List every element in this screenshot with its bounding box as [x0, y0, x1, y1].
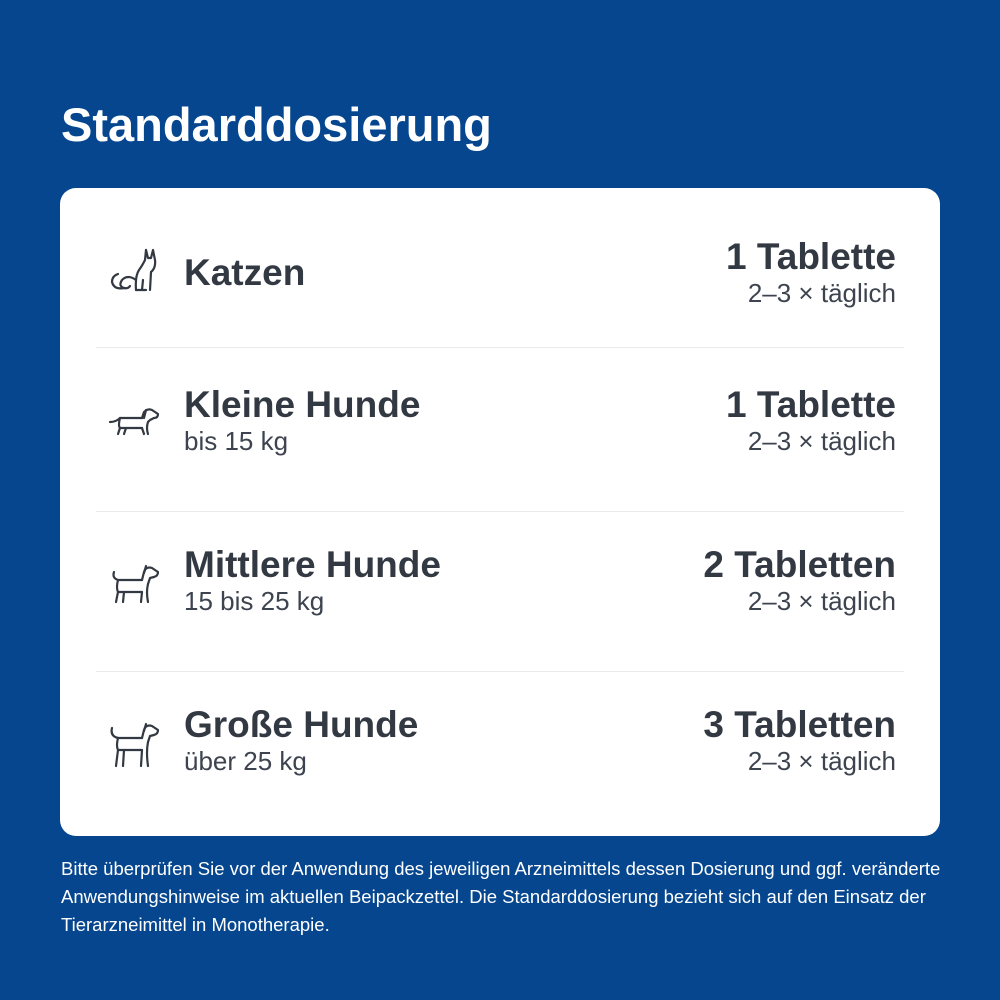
dosage-row-medium-dogs: [60, 512, 940, 672]
dose-amount: 1 Tablette: [726, 236, 896, 277]
dose-info: [703, 704, 896, 776]
dosage-card: [60, 188, 940, 836]
dosage-row-large-dogs: [60, 672, 940, 836]
dose-frequency: 2–3 × täglich: [747, 746, 896, 776]
animal-name: Katzen: [184, 252, 306, 293]
animal-label: [184, 252, 305, 294]
animal-label: [184, 384, 420, 456]
dose-amount: 3 Tabletten: [703, 704, 896, 745]
dose-frequency: 2–3 × täglich: [747, 426, 896, 456]
animal-name: Kleine Hunde: [184, 384, 421, 425]
dose-info: [726, 384, 896, 456]
dose-info: [703, 544, 896, 616]
medium-dog-icon: [106, 560, 162, 608]
animal-label: [184, 544, 441, 616]
dose-amount: 2 Tabletten: [703, 544, 896, 585]
dose-info: [726, 236, 896, 308]
animal-name: Große Hunde: [184, 704, 419, 745]
page-title: Standarddosierung: [61, 98, 492, 151]
row-divider: [96, 347, 904, 348]
animal-label: [184, 704, 418, 776]
animal-weight: bis 15 kg: [184, 426, 289, 456]
cat-icon: [106, 246, 162, 294]
disclaimer-note: Bitte überprüfen Sie vor der Anwendung des jeweiligen Arzneimittels dessen Dosierung und ggf. veränderte Anwendungshinweise im aktuellen Beipackzettel. Die Standarddosierung bezieht sich auf den Einsatz der Tierarzneimittel in Monotherapie.: [61, 858, 941, 935]
small-dog-icon: [106, 400, 162, 448]
dose-amount: 1 Tablette: [726, 384, 896, 425]
dose-frequency: 2–3 × täglich: [747, 278, 896, 308]
animal-weight: über 25 kg: [184, 746, 307, 776]
dosage-row-small-dogs: [60, 352, 940, 512]
dosage-row-cats: [60, 188, 940, 348]
dose-frequency: 2–3 × täglich: [747, 586, 896, 616]
animal-name: Mittlere Hunde: [184, 544, 441, 585]
large-dog-icon: [106, 722, 162, 770]
animal-weight: 15 bis 25 kg: [184, 586, 325, 616]
